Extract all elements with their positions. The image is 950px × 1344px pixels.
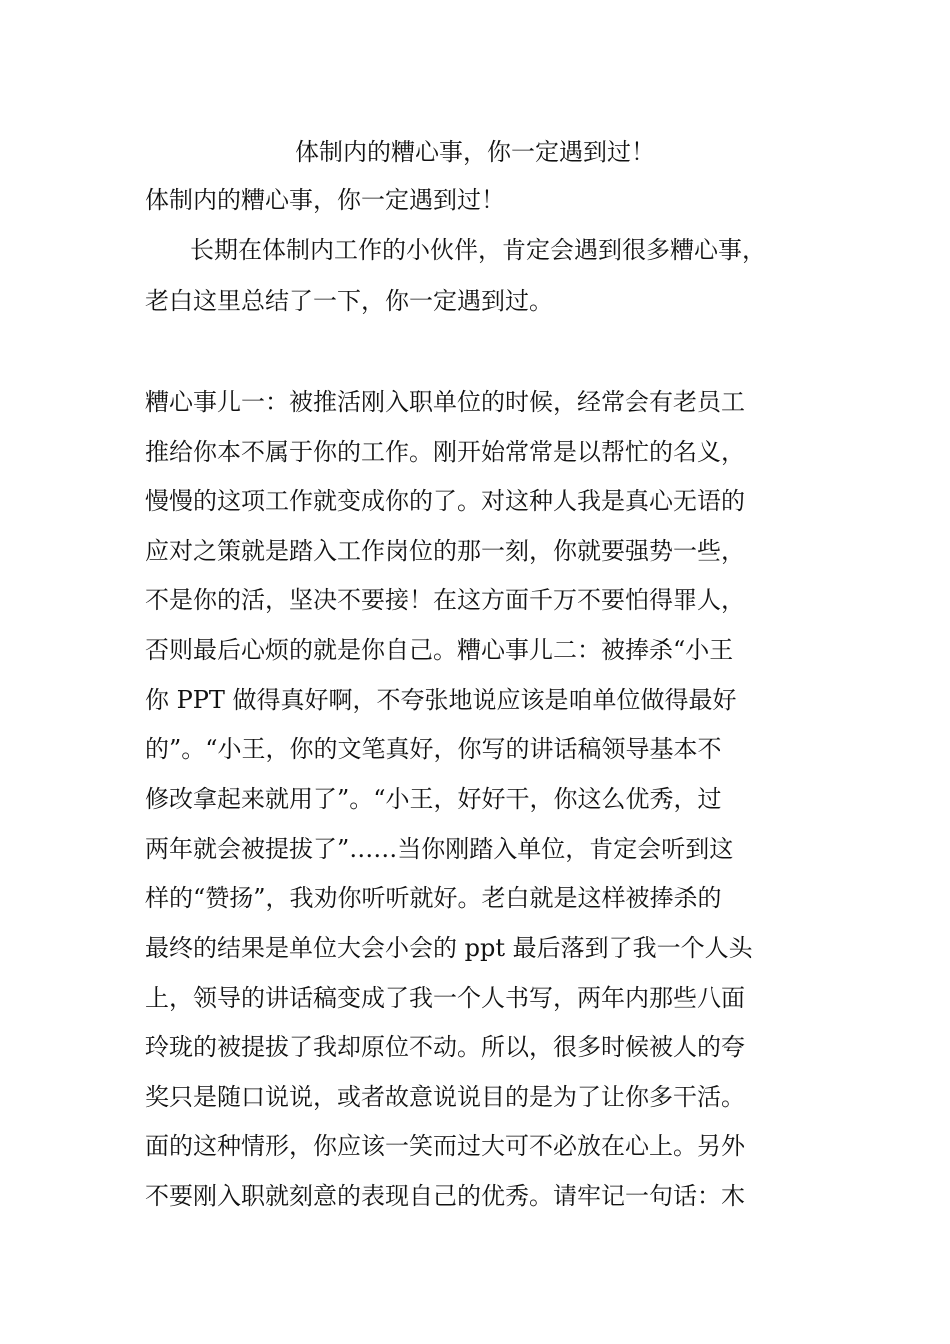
document-subtitle: 体制内的糟心事，你一定遇到过！ bbox=[145, 186, 505, 214]
body-line: 最终的结果是单位大会小会的 ppt 最后落到了我一个人头 bbox=[145, 934, 753, 962]
body-line: 两年就会被提拔了”……当你刚踏入单位，肯定会听到这 bbox=[145, 835, 734, 863]
document-title: 体制内的糟心事，你一定遇到过！ bbox=[295, 138, 655, 166]
body-line: 否则最后心烦的就是你自己。糟心事儿二：被捧杀“小王 bbox=[145, 636, 734, 664]
body-line: 慢慢的这项工作就变成你的了。对这种人我是真心无语的 bbox=[145, 487, 745, 515]
body-line: 奖只是随口说说，或者故意说说目的是为了让你多干活。 bbox=[145, 1083, 745, 1111]
body-line: 推给你本不属于你的工作。刚开始常常是以帮忙的名义， bbox=[145, 438, 745, 466]
body-line: 修改拿起来就用了”。“小王，好好干，你这么优秀，过 bbox=[145, 785, 722, 813]
body-line: 你 PPT 做得真好啊，不夸张地说应该是咱单位做得最好 bbox=[145, 686, 737, 714]
body-line: 不是你的活，坚决不要接！在这方面千万不要怕得罪人， bbox=[145, 586, 745, 614]
intro-line: 长期在体制内工作的小伙伴，肯定会遇到很多糟心事， bbox=[190, 236, 766, 264]
body-line: 糟心事儿一：被推活刚入职单位的时候，经常会有老员工 bbox=[145, 388, 745, 416]
body-line: 玲珑的被提拔了我却原位不动。所以，很多时候被人的夸 bbox=[145, 1033, 745, 1061]
body-line: 样的“赞扬”，我劝你听听就好。老白就是这样被捧杀的 bbox=[145, 884, 722, 912]
body-line: 的”。“小王，你的文笔真好，你写的讲话稿领导基本不 bbox=[145, 735, 722, 763]
body-line: 不要刚入职就刻意的表现自己的优秀。请牢记一句话：木 bbox=[145, 1182, 745, 1210]
intro-line: 老白这里总结了一下，你一定遇到过。 bbox=[145, 287, 553, 315]
body-line: 上，领导的讲话稿变成了我一个人书写，两年内那些八面 bbox=[145, 984, 745, 1012]
body-line: 应对之策就是踏入工作岗位的那一刻，你就要强势一些， bbox=[145, 537, 745, 565]
body-line: 面的这种情形，你应该一笑而过大可不必放在心上。另外 bbox=[145, 1132, 745, 1160]
